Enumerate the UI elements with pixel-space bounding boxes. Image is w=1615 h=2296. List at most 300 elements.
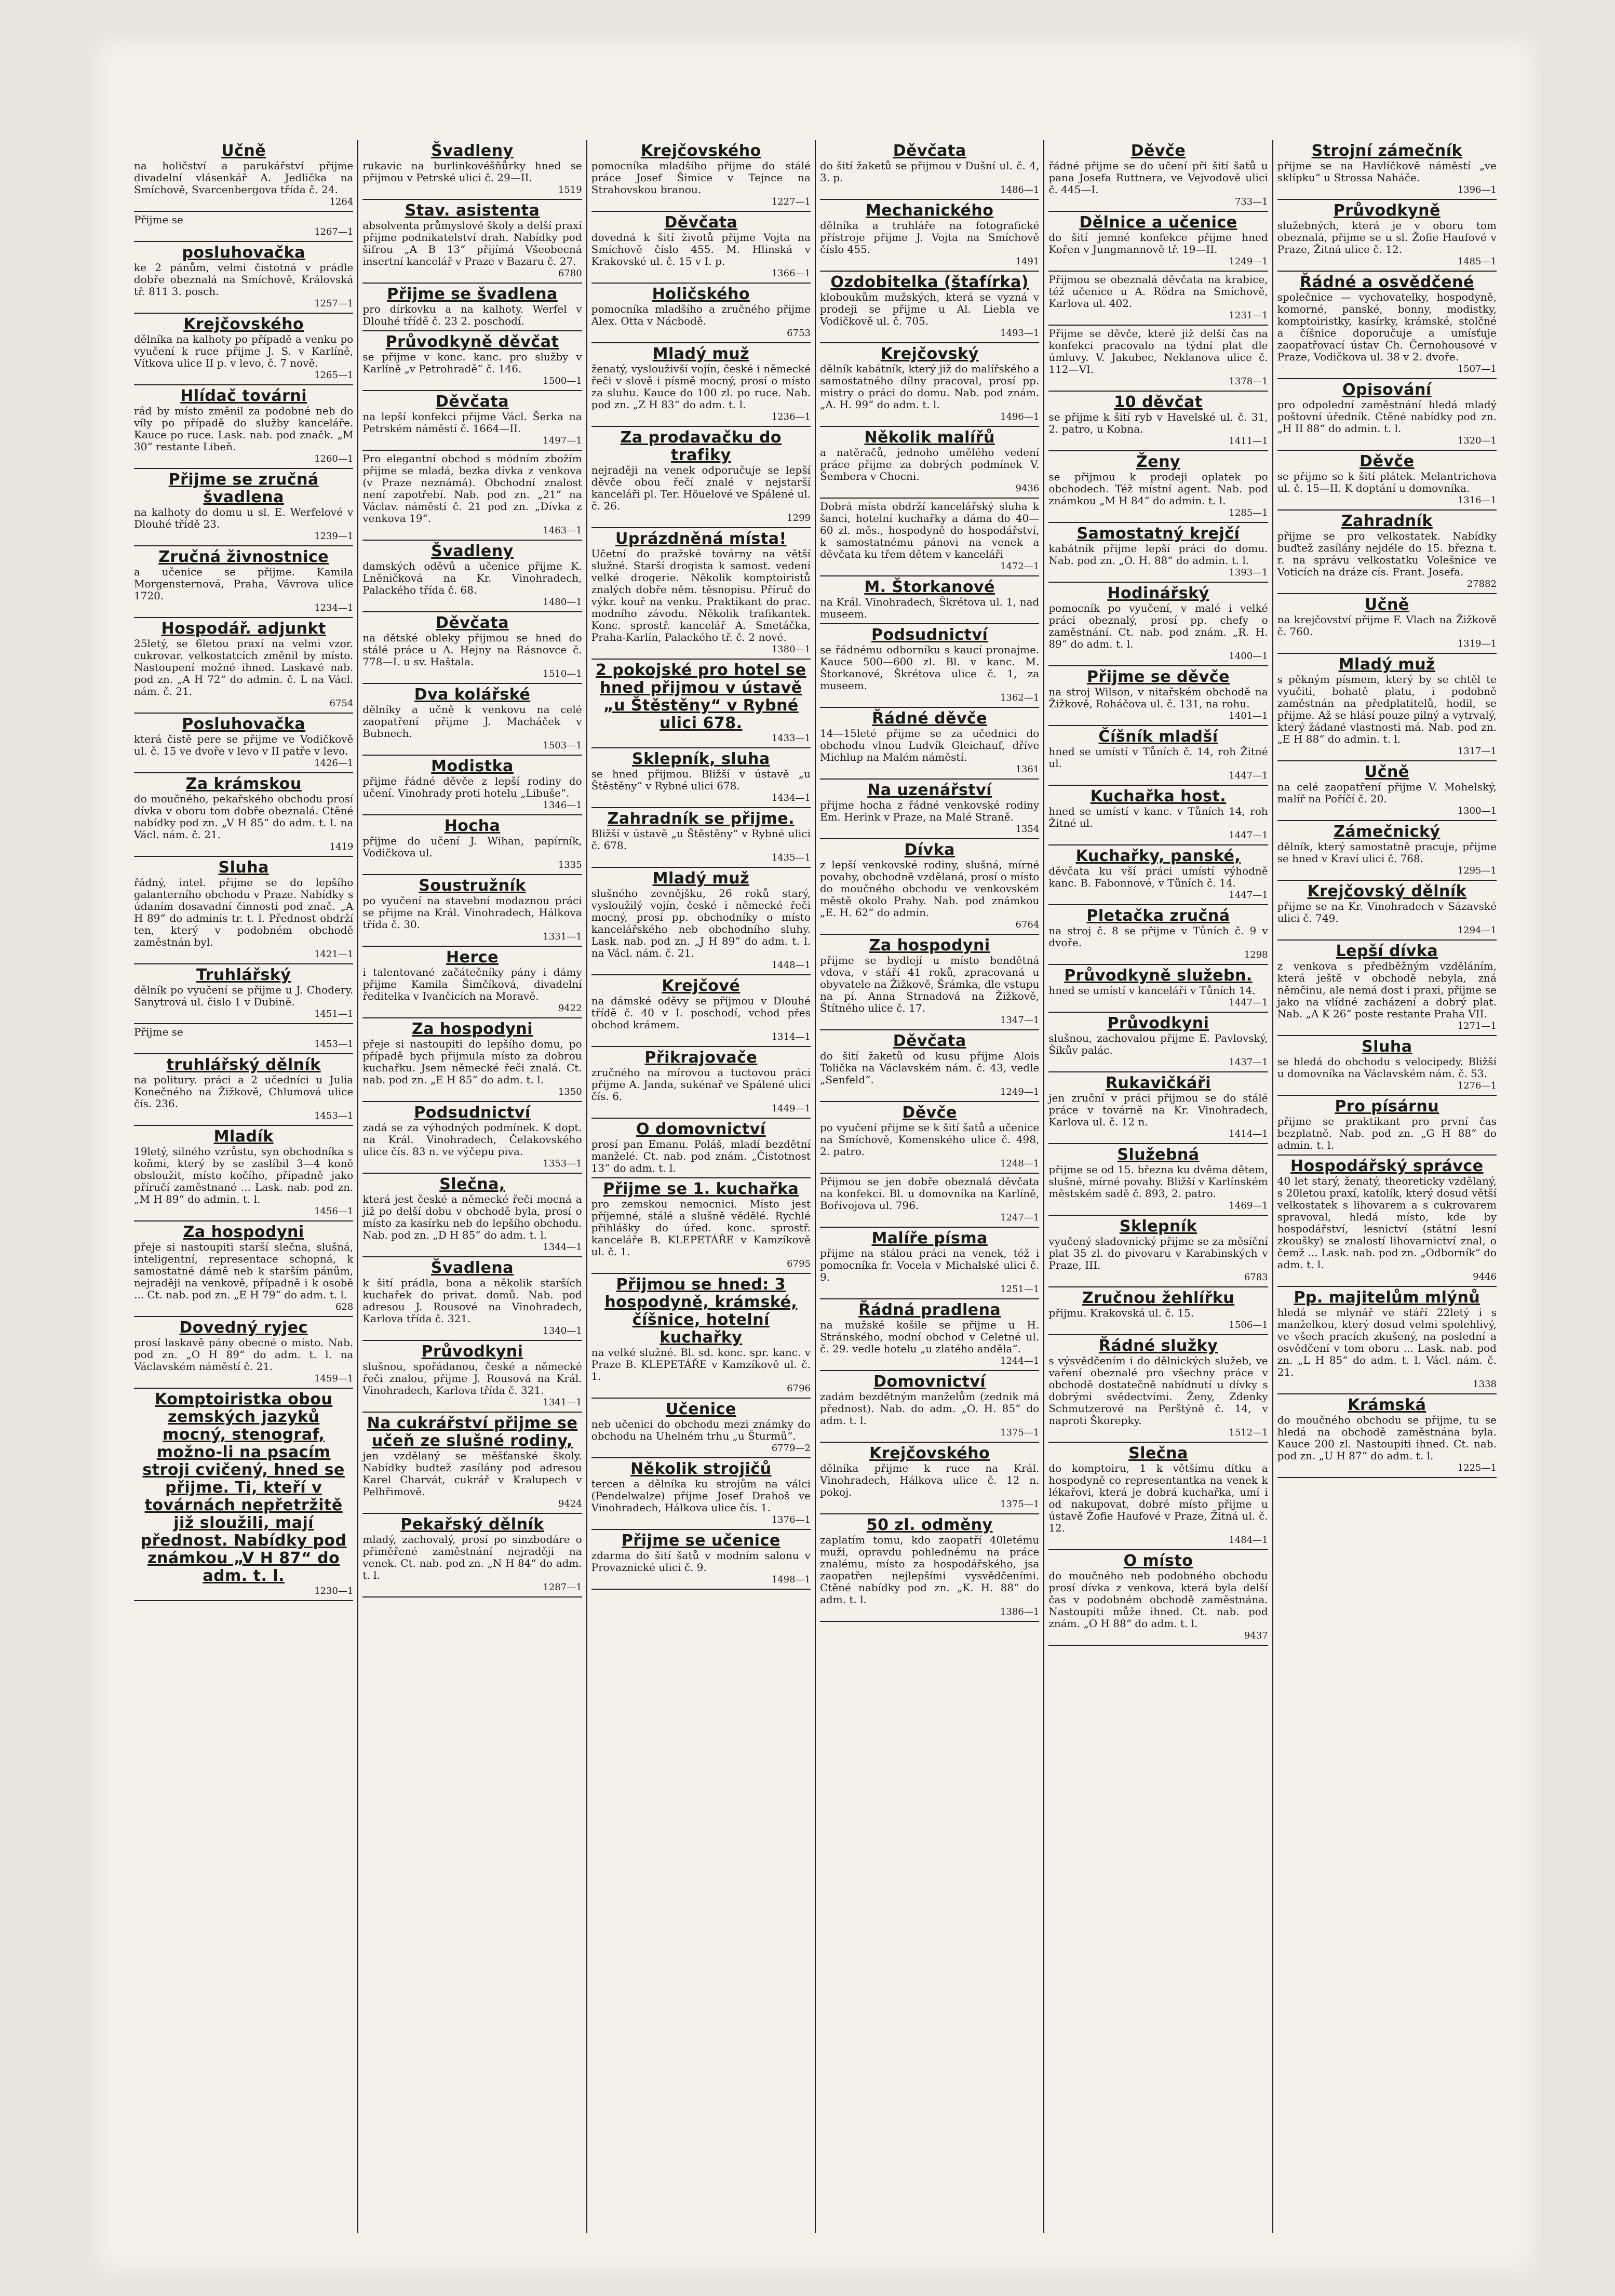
classified-ad bbox=[1048, 140, 1268, 212]
ad-text: a natěračů, jednoho umělého vedení práce přijme za dobrých podmínek V. Šembera v Chocni. bbox=[819, 446, 1040, 482]
ad-text: dělník, který samostatně pracuje, přijme se hned v Kraví ulici č. 768. bbox=[1277, 840, 1497, 865]
ad-text: přijme hocha z řádné venkovské rodiny Em. Herink v Praze, na Malé Straně. bbox=[819, 799, 1040, 823]
ad-heading: Podsudnictví bbox=[414, 1104, 531, 1122]
ad-text: tercen a dělníka ku strojům na válci (Pendelwalze) přijme Josef Drahoš ve Vinohradech, Hálkova ulice čís. 1. bbox=[591, 1478, 811, 1514]
ad-text: Přijmou se obeznalá děvčata na krabice, též učenice u A. Rödra na Smíchově, Karlova ul. 402. bbox=[1048, 273, 1268, 310]
ad-heading: Za prodavačku do trafiky bbox=[620, 428, 782, 464]
classified-ad bbox=[820, 343, 1039, 427]
ad-heading: Přijmou se hned: 3 hospodyně, krámské, číšnice, hotelní kuchařky bbox=[604, 1275, 798, 1347]
ad-heading: Pp. majitelům mlýnů bbox=[1294, 1288, 1481, 1307]
ad-reference-number: 9437 bbox=[1244, 1630, 1268, 1641]
ad-text: 14—15leté přijme se za učednici do obchodu vlnou Ludvík Gleichauf, dříve Michlup na Malém náměstí. bbox=[819, 727, 1040, 763]
ad-reference-number: 6796 bbox=[787, 1383, 811, 1394]
classified-ad bbox=[362, 947, 582, 1018]
column-5 bbox=[1043, 140, 1272, 2233]
ad-heading: Krámská bbox=[1348, 1396, 1426, 1414]
ad-text: nejraději na venek odporučuje se lepší děvče obou řečí znalé v nejstarší kanceláři pl. Ter. Höuelové ve Spálené ul. č. 26. bbox=[591, 464, 811, 512]
ad-heading: Za hospodyni bbox=[411, 1020, 533, 1038]
ad-text: dělníky a učně k venkovu na celé zaopatření přijme J. Macháček v Bubnech. bbox=[362, 703, 582, 740]
ad-text: absolventa průmyslové školy a delší praxí přijme podnikatelství drah. Nabídky pod šifrou „A B 13“ přijímá Všeobecná insertní kancelář v Praze v Bazaru č. 27. bbox=[362, 219, 582, 267]
ad-text: se přijmou k prodeji oplatek po obchodech. Též místní agent. Nab. pod známkou „M H 84“ do admin. t. l. bbox=[1048, 471, 1268, 507]
ad-text: zadá se za výhodných podmínek. K dopt. na Král. Vinohradech, Čelakovského ulice čís. 83 n. ve výčepu piva. bbox=[362, 1121, 582, 1158]
ad-reference-number: 1485—1 bbox=[1457, 256, 1497, 267]
ad-reference-number: 1249—1 bbox=[1000, 1086, 1040, 1097]
ad-text: rukavic na burlinkovéšňůrky hned se přijmou v Petrské ulici č. 29—II. bbox=[362, 159, 582, 184]
ad-reference-number: 1411—1 bbox=[1229, 436, 1268, 447]
classified-ad bbox=[820, 624, 1039, 708]
ad-heading: Uprázdněná místa! bbox=[615, 530, 787, 548]
classified-ad bbox=[362, 1257, 582, 1341]
classified-ad bbox=[591, 1399, 811, 1458]
ad-text: na lepší konfekci přijme Václ. Šerka na Petrském náměstí č. 1664—II. bbox=[362, 410, 582, 435]
ad-text: po vyučení na stavební modaznou práci se přijme na Král. Vinohradech, Hálkova třída č. 30. bbox=[362, 894, 582, 931]
ad-reference-number: 1500—1 bbox=[543, 375, 582, 386]
ad-heading: Sluha bbox=[218, 858, 269, 877]
ad-text: kabátník přijme lepší práci do domu. Nab. pod zn. „O. H. 88“ do admin. t. l. bbox=[1048, 542, 1268, 567]
ad-text: se přijme k šití ryb v Havelské ul. č. 31, 2. patro, u Kobna. bbox=[1048, 411, 1268, 435]
ad-heading: Krejčovského bbox=[640, 142, 761, 160]
ad-heading: 10 děvčat bbox=[1114, 393, 1203, 411]
classified-ad bbox=[1277, 1096, 1497, 1156]
ad-heading: Děvčata bbox=[664, 213, 738, 232]
ad-reference-number: 1236—1 bbox=[771, 411, 811, 422]
classified-ad bbox=[362, 451, 582, 541]
ad-reference-number: 1298 bbox=[1244, 949, 1268, 960]
ad-heading: Ženy bbox=[1136, 453, 1180, 471]
classified-ad bbox=[1277, 594, 1497, 654]
ad-heading: Zručnou žehlířku bbox=[1082, 1289, 1235, 1307]
ad-reference-number: 628 bbox=[335, 1301, 354, 1312]
ad-heading: Dělnice a učenice bbox=[1079, 213, 1237, 232]
classified-ad bbox=[591, 1458, 811, 1530]
classified-ad bbox=[1277, 140, 1497, 200]
classified-ad bbox=[1048, 1443, 1268, 1550]
classified-ad bbox=[1277, 451, 1497, 511]
ad-reference-number: 1376—1 bbox=[771, 1514, 811, 1525]
ad-reference-number: 1448—1 bbox=[771, 960, 811, 971]
ad-heading: Děvčata bbox=[436, 393, 509, 411]
ad-text: neb učenici do obchodu mezi známky do obchodu na Uhelném trhu „u Šturmů“. bbox=[591, 1418, 811, 1442]
ad-text: dělník po vyučení se přijme u J. Chodery. Sanytrová ul. čislo 1 v Dubině. bbox=[134, 984, 354, 1008]
ad-heading: Hodinářský bbox=[1107, 584, 1209, 602]
ad-text: damských oděvů a učenice přijme K. Lněničková na Kr. Vinohradech, Palackého třída č. 68. bbox=[362, 560, 582, 596]
classified-ad bbox=[1277, 821, 1497, 881]
ad-heading: Přijme se švadlena bbox=[387, 285, 558, 303]
ad-reference-number: 1447—1 bbox=[1229, 830, 1268, 841]
column-2 bbox=[357, 140, 586, 2233]
ad-reference-number: 1271—1 bbox=[1457, 1021, 1497, 1031]
ad-reference-number: 1285—1 bbox=[1229, 507, 1268, 518]
classified-ad bbox=[820, 140, 1039, 200]
classified-ad bbox=[362, 140, 582, 200]
ad-heading: Podsudnictví bbox=[871, 626, 988, 644]
ad-reference-number: 1498—1 bbox=[771, 1574, 811, 1585]
ad-reference-number: 1247—1 bbox=[1000, 1212, 1040, 1223]
ad-text: jen zruční v práci přijmou se do stálé práce v továrně na Kr. Vinohradech, Karlova ul. č. 12 n. bbox=[1048, 1092, 1268, 1128]
classified-ad bbox=[591, 427, 811, 528]
ad-text: vyučený sladovnický přijme se za měsíční plat 35 zl. do pivovaru v Karabinských v Praze, III. bbox=[1048, 1235, 1268, 1271]
ad-heading: Krejčovského bbox=[869, 1444, 990, 1462]
column-6 bbox=[1272, 140, 1501, 2233]
ad-reference-number: 1512—1 bbox=[1229, 1427, 1268, 1438]
ad-text: zdarma do šití šatů v modním salonu v Provaznické ulici č. 9. bbox=[591, 1549, 811, 1574]
classified-ad bbox=[1048, 583, 1268, 666]
ad-text: Učetní do pražské továrny na větší služné. Starší drogista k samost. vedení velké drogerie. Několik komptoiristů znalých dobře něm. těsnopisu. Příruč do výkr. kouř na venku. Praktikant do prac. modního závodu. Několik trafikantek. Konc. sprostř. kancelář A. Smetáčka, Praha-Karlín, Palackého tř. č. 2 nové. bbox=[591, 547, 811, 643]
ad-heading: Učenice bbox=[665, 1400, 736, 1418]
classified-ad bbox=[1277, 654, 1497, 761]
ad-heading: Přijme se zručná švadlena bbox=[168, 471, 319, 506]
ad-text: přeje si nastoupiti starší slečna, slušná, inteligentní, representace schopná, k samostatné dámě neb k starším pánům, nejraději na venkově, případně i k osobě ... Ct. nab. pod zn. „E H 79“ do adm. t. l. bbox=[134, 1241, 354, 1301]
ad-text: jen vzdělaný se měšťanské školy. Nabídky budtež zasílány pod adresou Karel Charvát, cukrář v Kralupech v Pelhřimově. bbox=[362, 1449, 582, 1498]
ad-text: služebných, která je v oboru tom obeznalá, přijme se u sl. Žofie Haufové v Praze, Žitná ulice č. 12. bbox=[1277, 219, 1497, 256]
ad-reference-number: 1344—1 bbox=[543, 1242, 582, 1253]
classified-ad bbox=[1048, 326, 1268, 392]
classified-ad bbox=[820, 1030, 1039, 1102]
classified-ad bbox=[591, 1178, 811, 1274]
ad-reference-number: 1456—1 bbox=[314, 1206, 354, 1217]
ad-heading: Švadlena bbox=[430, 1259, 514, 1277]
ad-text: 40 let starý, ženatý, theoreticky vzdělaný, s 20letou praxí, katolík, který dosud větší velkostatek s lihovarem a s cukrovarem spravoval, hledá místo, kde by hospodářství, lesnictví (státní lesní zkoušky) se znalostí lihovarnictví znal, o čemž ... Lask. nab. pod zn. „Odborník“ do adm. t. l. bbox=[1277, 1175, 1497, 1271]
ad-heading: Strojní zámečník bbox=[1311, 142, 1463, 160]
ad-heading: Na uzenářství bbox=[867, 781, 992, 799]
ad-reference-number: 1341—1 bbox=[543, 1397, 582, 1408]
ad-heading: Hospodářský správce bbox=[1290, 1157, 1484, 1175]
ad-text: i talentované začátečníky pány i dámy přijme Kamila Šimčíková, divadelní ředitelka v Ivančicích na Moravě. bbox=[362, 966, 582, 1002]
ad-reference-number: 1265—1 bbox=[314, 370, 354, 381]
classified-ad bbox=[591, 808, 811, 868]
ad-text: na velké služné. Bl. sd. konc. spr. kanc. v Praze B. KLEPETÁŘE v Kamzíkově ul. č. 1. bbox=[591, 1346, 811, 1382]
classified-ad bbox=[820, 935, 1039, 1030]
ad-reference-number: 1496—1 bbox=[1000, 411, 1040, 422]
classified-ad bbox=[1277, 379, 1497, 451]
classified-ad bbox=[820, 1228, 1039, 1299]
ad-text: do moučného neb podobného obchodu prosí dívka z venkova, která byla delší čas v podobném obchodě zaměstnána. Nastoupiti může ihned. Ct. nab. pod znám. „O H 88“ do adm. t. l. bbox=[1048, 1569, 1268, 1630]
ad-reference-number: 1380—1 bbox=[771, 644, 811, 655]
ad-text: do moučného, pekařského obchodu prosí dívka v oboru tom dobře obeznalá. Ctěné nabídky pod zn. „V H 85“ do adm. t. l. na Václ. nám. č. 21. bbox=[134, 793, 354, 841]
ad-reference-number: 1347—1 bbox=[1000, 1015, 1040, 1026]
ad-heading: Herce bbox=[446, 948, 499, 966]
classified-ad bbox=[362, 200, 582, 284]
classified-ad bbox=[134, 242, 353, 314]
classified-ad bbox=[1277, 1036, 1497, 1096]
classified-ad bbox=[591, 343, 811, 427]
ad-heading: Soustružník bbox=[419, 877, 526, 895]
classified-ad bbox=[134, 140, 353, 212]
classified-ad bbox=[1277, 1287, 1497, 1394]
ad-reference-number: 1484—1 bbox=[1229, 1535, 1268, 1546]
ad-heading: Děvčata bbox=[893, 1032, 966, 1050]
ad-heading: Lepší dívka bbox=[1336, 942, 1438, 960]
classified-ad bbox=[820, 708, 1039, 780]
ad-reference-number: 6783 bbox=[1244, 1272, 1268, 1283]
classified-ad bbox=[1277, 1394, 1497, 1478]
ad-heading: Průvodkyni bbox=[421, 1342, 523, 1361]
ad-text: a učenice se přijme. Kamila Morgensternová, Praha, Vávrova ulice 1720. bbox=[134, 566, 354, 602]
ad-text: Přijme se bbox=[134, 213, 183, 226]
ad-reference-number: 1353—1 bbox=[543, 1158, 582, 1169]
ad-heading: Krejčové bbox=[662, 977, 741, 995]
ad-heading: Sluha bbox=[1362, 1038, 1412, 1056]
classified-ad bbox=[1048, 1550, 1268, 1646]
classified-ad bbox=[134, 1317, 353, 1389]
ad-reference-number: 1276—1 bbox=[1457, 1080, 1497, 1091]
classified-ad bbox=[820, 1174, 1039, 1228]
ad-reference-number: 6779—2 bbox=[771, 1443, 811, 1454]
classified-ad bbox=[591, 528, 811, 660]
classified-ad bbox=[1048, 272, 1268, 326]
ad-reference-number: 1435—1 bbox=[771, 852, 811, 863]
ad-reference-number: 1375—1 bbox=[1000, 1499, 1040, 1510]
ad-heading: Krejčovský dělník bbox=[1307, 882, 1467, 901]
classified-ad bbox=[134, 857, 353, 964]
ad-text: slušnou, spořádanou, české a německé řeči znalou, přijme J. Rousová na Král. Vinohradech, Karlova třída č. 321. bbox=[362, 1360, 582, 1397]
ad-reference-number: 1346—1 bbox=[543, 800, 582, 811]
classified-ad bbox=[1277, 272, 1497, 379]
classified-ad bbox=[820, 499, 1039, 576]
ad-reference-number: 1257—1 bbox=[314, 298, 354, 309]
ad-text: Přijme se děvče, které již delší čas na konfekci pracovalo na týdní plat dle úmluvy. V. Jakubec, Neklanova ulice č. 112—VI. bbox=[1048, 327, 1268, 375]
classified-ad bbox=[362, 541, 582, 612]
ad-text: se hledá do obchodu s velocipedy. Bližší u domovníka na Václavském nám. č. 53. bbox=[1277, 1055, 1497, 1080]
ad-heading: Sklepník bbox=[1119, 1217, 1197, 1236]
ad-reference-number: 1231—1 bbox=[1229, 310, 1268, 321]
ad-text: přijme se od 15. března ku dvěma dětem, slušné, mírné povahy. Bližší v Karlínském městském sadě č. 893, 2. patro. bbox=[1048, 1163, 1268, 1200]
ad-text: dovedná k šití životů přijme Vojta na Smíchově číslo 455. M. Hlinská v Krakovské ul. č. 15 v I. p. bbox=[591, 231, 811, 267]
ad-reference-number: 1366—1 bbox=[771, 268, 811, 279]
ad-heading: Učně bbox=[1364, 763, 1409, 781]
ad-text: řádné přijme se do učení při šití šatů u pana Josefa Ruttnera, ve Vejvodově ulici č. 445—I. bbox=[1048, 159, 1268, 196]
ad-reference-number: 1493—1 bbox=[1000, 328, 1040, 339]
classified-ad bbox=[362, 1174, 582, 1257]
ad-text: pro zemskou nemocnici. Místo jest příjemné, stálé a slušně vědělé. Rychlé přihlášky do úřed. konc. sprostř. kanceláře B. KLEPETÁŘE v Kamzíkově ul. č. 1. bbox=[591, 1198, 811, 1258]
ad-text: se hned přijmou. Bližší v ústavě „u Štěstěny“ v Rybné ulici 678. bbox=[591, 768, 811, 792]
classified-ad bbox=[362, 1413, 582, 1514]
ad-reference-number: 1300—1 bbox=[1457, 805, 1497, 816]
ad-text: pro dírkovku a na kalhoty. Werfel v Dlouhé třídě č. 23 2. poschodí. bbox=[362, 303, 582, 327]
ad-text: k šití prádla, bona a několik starších kuchařek do privat. domů. Nab. pod adresou J. Rousové na Vinohradech, Karlova třída č. 321. bbox=[362, 1277, 582, 1325]
ad-heading: Krejčovského bbox=[183, 315, 304, 333]
classified-ad bbox=[1048, 845, 1268, 905]
ad-text: prosí laskavě pány obecné o místo. Nab. pod zn. „O H 89“ do adm. t. l. na Václavském náměstí č. 21. bbox=[134, 1336, 354, 1373]
ad-reference-number: 1375—1 bbox=[1000, 1427, 1040, 1438]
ad-reference-number: 1433—1 bbox=[771, 733, 811, 744]
ad-heading: Mladý muž bbox=[1338, 655, 1436, 674]
ad-text: Bližší v ústavě „u Štěstěny“ v Rybné ulici č. 678. bbox=[591, 827, 811, 852]
ad-heading: Číšník mladší bbox=[1098, 728, 1218, 746]
ad-text: hledá se mlynář ve stáří 22letý i s manželkou, který dosud velmi spolehlivý, ve všech pracích zkušený, na poslední a osvědčení v tom oboru ... Lask. nab. pod zn. „L H 85“ do adm. t. l. Václ. nám. č. 21. bbox=[1277, 1306, 1497, 1378]
ad-heading: Průvodkyně služebn. bbox=[1064, 966, 1253, 985]
ad-reference-number: 1426—1 bbox=[314, 758, 354, 769]
ad-heading: Zručná živnostnice bbox=[158, 548, 329, 566]
ad-text: řádný, intel. přijme se do lepšího galanterního obchodu v Praze. Nabídky s údaním dosavadní činnosti pod znač. „A H 89“ do adminis tr. t. l. Přednost obdrží ten, který v podobném obchodě zaměstnán byl. bbox=[134, 876, 354, 948]
classified-ad bbox=[1048, 1287, 1268, 1335]
classified-ad bbox=[820, 780, 1039, 839]
ad-heading: Posluhovačka bbox=[182, 715, 306, 733]
ad-text: dělníka na kalhoty po případě a venku po vyučení k ruce přijme J. S. v Karlíně, Vítkova ulice II p. v levo, č. 7 nově. bbox=[134, 333, 354, 369]
ad-reference-number: 1449—1 bbox=[771, 1103, 811, 1114]
ad-heading: Pekařský dělník bbox=[400, 1515, 544, 1534]
classified-ad bbox=[362, 331, 582, 391]
ad-heading: Za hospodyni bbox=[183, 1223, 304, 1241]
ad-heading: Přijme se 1. kuchařka bbox=[603, 1180, 799, 1198]
ad-reference-number: 1453—1 bbox=[314, 1110, 354, 1121]
classified-ad bbox=[134, 1024, 353, 1054]
classified-ad bbox=[134, 546, 353, 618]
ad-text: na stroj Wilson, v nitařském obchodě na Žižkově, Roháčova ul. č. 131, na rohu. bbox=[1048, 686, 1268, 710]
classified-ad bbox=[1048, 451, 1268, 523]
ad-text: Dobrá místa obdrží kancelářský sluha k šanci, hotelní kuchařky a dáma do 40—60 zl. měs., hospodyně do hospodářství, k samostatnému pánovi na venek a děvčata ku třem dětem v kanceláři bbox=[819, 500, 1040, 560]
ad-text: z venkova s předběžným vzděláním, která ještě v obchodě nebyla, zná němčinu, ale nemá dost i praxi, přijme se jako na vlídné zacházení a dobrý plat. Nab. „A K 26“ poste restante Praha VII. bbox=[1277, 960, 1497, 1020]
ad-reference-number: 1317—1 bbox=[1457, 746, 1497, 757]
ad-text: přijme se na Kr. Vinohradech v Sázavské ulici č. 749. bbox=[1277, 900, 1497, 924]
ad-text: kloboukům mužských, která se vyzná v prodeji se přijme u Al. Liebla ve Vodičkově ul. č. 705. bbox=[819, 291, 1040, 327]
classified-ad bbox=[591, 1274, 811, 1399]
ad-heading: Dívka bbox=[904, 841, 955, 859]
ad-heading: 2 pokojské pro hotel se hned přijmou v ústavě „u Štěstěny“ v Rybné ulici 678. bbox=[595, 661, 806, 732]
ad-text: Pro elegantní obchod s módním zbožím přijme se mladá, bezka dívka z venkova (v Praze neznámá). Obchodní znalost není zapotřebí. Nab. pod zn. „21“ na Václav. náměstí č. 21 pod zn. „Dívka z venkova 19“. bbox=[362, 452, 582, 525]
classified-ad bbox=[134, 773, 353, 857]
ad-reference-number: 1354 bbox=[1015, 824, 1040, 835]
ad-reference-number: 1361 bbox=[1015, 764, 1040, 775]
classified-ad bbox=[362, 684, 582, 756]
ad-text: z lepší venkovské rodiny, slušná, mírné povahy, obchodně vzdělaná, prosí o místo do moučného obchodu ve venkovském městě okolo Prahy. Nab. pod známkou „E. H. 62“ do admin. bbox=[819, 858, 1040, 919]
ad-reference-number: 1319—1 bbox=[1457, 638, 1497, 649]
classified-ad bbox=[134, 1389, 353, 1601]
ad-reference-number: 1314—1 bbox=[771, 1031, 811, 1042]
ad-text: se přijme se k šití plátek. Melantrichova ul. č. 15—II. K doptání u domovníka. bbox=[1277, 470, 1497, 494]
ad-heading: Za krámskou bbox=[185, 775, 302, 793]
ad-reference-number: 1497—1 bbox=[543, 435, 582, 446]
ad-heading: Mladík bbox=[213, 1127, 274, 1146]
ad-text: rád by místo změnil za podobné neb do víly po případě do služby kanceláře. Kauce po ruce. Lask. nab. pod značk. „M 30“ restante Libeň. bbox=[134, 405, 354, 453]
column-1 bbox=[130, 140, 357, 2233]
classified-ad bbox=[1277, 511, 1497, 594]
classified-ad bbox=[1277, 881, 1497, 941]
ad-heading: posluhovačka bbox=[182, 244, 305, 262]
ad-heading: Děvče bbox=[1360, 452, 1415, 471]
classified-ad bbox=[1048, 965, 1268, 1013]
column-3 bbox=[586, 140, 815, 2233]
classified-ad bbox=[591, 284, 811, 343]
ad-text: ženatý, vyslouživší vojín, české i německé řeči v slově i písmě mocný, prosí o místo za sluhu. Kauce do 100 zl. po ruce. Nab. pod zn. „Z H 83“ do adm. t. l. bbox=[591, 362, 811, 411]
classified-ad bbox=[134, 1126, 353, 1221]
ad-heading: Mladý muž bbox=[652, 345, 750, 363]
classified-ad bbox=[362, 1514, 582, 1597]
ad-text: hned se umístí v Tůních č. 14, roh Žitné ul. bbox=[1048, 745, 1268, 770]
ad-heading: Stav. asistenta bbox=[405, 202, 540, 220]
ad-reference-number: 1486—1 bbox=[1000, 184, 1040, 195]
ad-heading: Hospodář. adjunkt bbox=[161, 620, 326, 638]
classified-ad bbox=[820, 1443, 1039, 1514]
classified-ad bbox=[1048, 212, 1268, 272]
ad-heading: Zámečnický bbox=[1334, 823, 1441, 841]
ad-text: po vyučení přijme se k šití šatů a učenice na Smíchově, Komenského ulice č. 498, 2. patro. bbox=[819, 1121, 1040, 1158]
classified-ad bbox=[134, 964, 353, 1024]
ad-heading: Mechanického bbox=[865, 202, 994, 220]
ad-reference-number: 1447—1 bbox=[1229, 770, 1268, 781]
classified-ad bbox=[1048, 392, 1268, 451]
classified-ad bbox=[362, 612, 582, 684]
classified-ad bbox=[362, 391, 582, 451]
classified-ad bbox=[134, 385, 353, 469]
ad-text: prosí pan Emanu. Poláš, mladí bezdětní manželé. Ct. nab. pod znám. „Čistotnost 13“ do adm. t. l. bbox=[591, 1138, 811, 1174]
classified-ad bbox=[820, 200, 1039, 272]
ad-reference-number: 1264 bbox=[329, 196, 354, 207]
ad-reference-number: 1503—1 bbox=[543, 740, 582, 751]
ad-text: na dětské oblekу přijmou se hned do stálé práce u A. Hejny na Rásnovce č. 778—I. u sv. Haštala. bbox=[362, 632, 582, 668]
ad-heading: Zahradník bbox=[1341, 512, 1433, 530]
ad-text: přijme se bydlejí u místo bendětná vdova, v stáří 41 roků, zpracovaná u obyvatele na Žižkově, Šrámka, dle vstupu na pí. Anna Strnadová na Žižkově, Štítného ulice č. 17. bbox=[819, 954, 1040, 1014]
classified-ad bbox=[591, 140, 811, 212]
ad-heading: Průvodkyně děvčat bbox=[385, 333, 559, 351]
classified-ad bbox=[591, 212, 811, 284]
ad-reference-number: 1287—1 bbox=[543, 1582, 582, 1593]
ad-heading: O místo bbox=[1123, 1552, 1193, 1570]
ad-heading: O domovnictví bbox=[636, 1120, 766, 1138]
ad-text: na Král. Vinohradech, Škrétova ul. 1, nad museem. bbox=[819, 596, 1040, 620]
ad-text: Přijmou se jen dobře obeznalá děvčata na konfekci. Bl. u domovníka na Karlíně, Bořivojova ul. 796. bbox=[819, 1175, 1040, 1212]
ad-reference-number: 1506—1 bbox=[1229, 1320, 1268, 1331]
ad-reference-number: 1419 bbox=[329, 841, 354, 852]
classified-ad bbox=[362, 1018, 582, 1102]
ad-reference-number: 1230—1 bbox=[314, 1586, 354, 1596]
ad-heading: Hocha bbox=[444, 817, 501, 835]
ad-reference-number: 1401—1 bbox=[1229, 710, 1268, 721]
classified-ad bbox=[134, 714, 353, 773]
ad-heading: Rukavičkáři bbox=[1105, 1074, 1211, 1092]
classified-ad bbox=[362, 756, 582, 815]
ad-text: dělník kabátník, který již do malířského a samostatného dílny pracoval, prosí pp. mistry o práci do domu. Nab. pod znám. „A. H. 99“ do adm. t. l. bbox=[819, 362, 1040, 411]
ad-text: do šití jemné konfekce přijme hned Kořen v Jungmannově tř. 19—II. bbox=[1048, 231, 1268, 256]
classified-ad bbox=[134, 618, 353, 714]
ad-heading: Za hospodyni bbox=[869, 936, 990, 955]
ad-heading: Několik malířů bbox=[864, 428, 995, 447]
ad-reference-number: 1248—1 bbox=[1000, 1158, 1040, 1169]
ad-text: mladý, zachovalý, prosí po sinzbodáre o přiměřené zaměstnání nejraději na venek. Ct. nab. pod zn. „N H 84“ do adm. t. l. bbox=[362, 1533, 582, 1581]
ad-reference-number: 1239—1 bbox=[314, 531, 354, 542]
ad-heading: Děvčata bbox=[436, 614, 509, 632]
ad-reference-number: 1234—1 bbox=[314, 602, 354, 613]
column-4 bbox=[815, 140, 1043, 2233]
ad-reference-number: 1447—1 bbox=[1229, 890, 1268, 901]
ad-text: pomocníka mladšího přijme do stálé práce Josef Šimice v Tejnce na Strahovskou branou. bbox=[591, 159, 811, 196]
classified-ad bbox=[1048, 1013, 1268, 1072]
ad-heading: Holičského bbox=[652, 285, 750, 303]
ad-heading: Pro písárnu bbox=[1335, 1097, 1439, 1116]
ad-text: na politury. práci a 2 učedníci u Julia Konečného na Žižkově, Chlumová ulice čís. 236. bbox=[134, 1073, 354, 1110]
ad-reference-number: 1519 bbox=[558, 184, 582, 195]
classified-ad bbox=[1048, 1072, 1268, 1144]
ad-heading: Švadleny bbox=[431, 142, 514, 160]
classified-ad bbox=[1277, 200, 1497, 272]
ad-text: přijme řádné děvče z lepší rodiny do učení. Vinohrady proti hotelu „Libuše“. bbox=[362, 775, 582, 799]
ad-heading: Učně bbox=[1364, 596, 1409, 614]
ad-reference-number: 6780 bbox=[558, 268, 582, 279]
ad-text: pro odpolední zaměstnání hledá mladý poštovní úředník. Ctěné nabídky pod zn. „H II 88“ do admin. t. l. bbox=[1277, 398, 1497, 435]
ad-heading: Komptoiristka obou zemských jazyků mocný, stenograf, možno-li na psacím stroji cvičený, hned se přijme. Ti, kteří v továrnách nepřetržitě již sloužili, mají přednost. Nabídky pod známkou „V H 87“ do adm. t. l. bbox=[140, 1390, 347, 1585]
ad-text: dělníka a truhláře na fotografické přístroje přijme J. Vojta na Smíchově číslo 455. bbox=[819, 219, 1040, 256]
ad-reference-number: 27882 bbox=[1466, 579, 1497, 589]
classified-ad bbox=[820, 576, 1039, 624]
ad-text: na krejčovství přijme F. Vlach na Žižkově č. 760. bbox=[1277, 613, 1497, 638]
ad-reference-number: 1480—1 bbox=[543, 597, 582, 608]
ad-reference-number: 6753 bbox=[787, 328, 811, 339]
ad-text: hned se umístí v kanc. v Tůních 14, roh Žitné ul. bbox=[1048, 805, 1268, 829]
ad-text: zaplatím tomu, kdo zaopatří 40letému muži, opravdu pohlednému na práce znalému, místo za hospodářského, jsa zaopatřen nejlepšími vysvědčeními. Ctěné nabídky pod zn. „K. H. 88“ do adm. t. l. bbox=[819, 1534, 1040, 1606]
ad-text: na mužské košile se přijme u H. Stránského, modní obchod v Celetné ul. č. 29. vedle hotelu „u zlatého anděla“. bbox=[819, 1319, 1040, 1355]
classified-ad bbox=[1048, 1144, 1268, 1216]
ad-text: se přijme v konc. kanc. pro služby v Karlíně „v Petrohradě“ č. 146. bbox=[362, 351, 582, 375]
